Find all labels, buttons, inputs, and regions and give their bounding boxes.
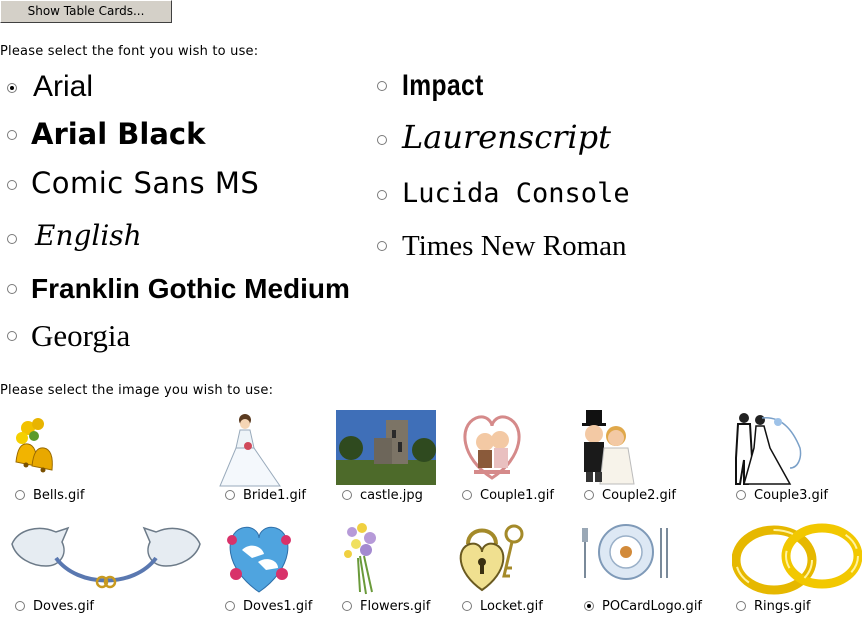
couple1-icon[interactable] (456, 408, 528, 486)
couple3-icon[interactable] (730, 408, 808, 486)
font-radio-comic-sans[interactable] (7, 180, 17, 190)
image-section-prompt: Please select the image you wish to use: (0, 383, 274, 398)
font-radio-english[interactable] (7, 234, 17, 244)
font-section-prompt: Please select the font you wish to use: (0, 44, 259, 59)
rings-icon[interactable] (732, 520, 862, 596)
image-radio-castle[interactable] (342, 490, 352, 500)
font-option-arial-black[interactable]: Arial Black (31, 117, 206, 151)
font-radio-georgia[interactable] (7, 331, 17, 341)
font-option-georgia[interactable]: Georgia (31, 318, 131, 353)
image-radio-couple3[interactable] (736, 490, 746, 500)
font-option-arial[interactable]: Arial (33, 70, 94, 103)
doves-heart-icon[interactable] (222, 520, 296, 596)
font-option-laurenscript[interactable]: Laurenscript (402, 118, 611, 156)
image-radio-doves[interactable] (15, 601, 25, 611)
font-radio-laurenscript[interactable] (377, 135, 387, 145)
font-option-impact[interactable]: Impact (402, 69, 484, 102)
font-option-franklin-gothic[interactable]: Franklin Gothic Medium (31, 273, 350, 304)
font-option-comic-sans[interactable]: Comic Sans MS (31, 166, 260, 200)
image-label-doves[interactable]: Doves.gif (33, 599, 95, 614)
image-label-bells[interactable]: Bells.gif (33, 488, 85, 503)
image-radio-flowers[interactable] (342, 601, 352, 611)
image-label-pocardlogo[interactable]: POCardLogo.gif (602, 599, 703, 614)
image-radio-couple2[interactable] (584, 490, 594, 500)
image-label-doves1[interactable]: Doves1.gif (243, 599, 313, 614)
image-radio-bells[interactable] (15, 490, 25, 500)
doves-icon[interactable] (8, 518, 204, 594)
image-radio-locket[interactable] (462, 601, 472, 611)
bride-icon[interactable] (218, 410, 284, 488)
bells-icon[interactable] (8, 410, 60, 486)
place-setting-icon[interactable] (580, 522, 672, 582)
show-table-cards-button[interactable]: Show Table Cards... (0, 0, 172, 23)
image-label-bride1[interactable]: Bride1.gif (243, 488, 306, 503)
couple2-icon[interactable] (576, 408, 636, 486)
font-radio-arial-black[interactable] (7, 130, 17, 140)
font-option-lucida-console[interactable]: Lucida Console (402, 178, 630, 209)
image-label-flowers[interactable]: Flowers.gif (360, 599, 431, 614)
image-label-locket[interactable]: Locket.gif (480, 599, 543, 614)
locket-icon[interactable] (456, 518, 532, 596)
image-radio-bride1[interactable] (225, 490, 235, 500)
image-radio-rings[interactable] (736, 601, 746, 611)
image-radio-doves1[interactable] (225, 601, 235, 611)
image-label-rings[interactable]: Rings.gif (754, 599, 811, 614)
image-label-couple2[interactable]: Couple2.gif (602, 488, 676, 503)
flowers-icon[interactable] (336, 518, 388, 596)
image-label-castle[interactable]: castle.jpg (360, 488, 423, 503)
font-option-english[interactable]: English (35, 219, 142, 252)
image-radio-couple1[interactable] (462, 490, 472, 500)
font-radio-arial[interactable] (7, 83, 17, 93)
font-radio-lucida-console[interactable] (377, 190, 387, 200)
image-label-couple3[interactable]: Couple3.gif (754, 488, 828, 503)
font-option-times-new-roman[interactable]: Times New Roman (402, 230, 627, 262)
font-radio-franklin-gothic[interactable] (7, 284, 17, 294)
castle-icon[interactable] (336, 410, 436, 485)
font-radio-times-new-roman[interactable] (377, 241, 387, 251)
image-label-couple1[interactable]: Couple1.gif (480, 488, 554, 503)
font-radio-impact[interactable] (377, 81, 387, 91)
image-radio-pocardlogo[interactable] (584, 601, 594, 611)
